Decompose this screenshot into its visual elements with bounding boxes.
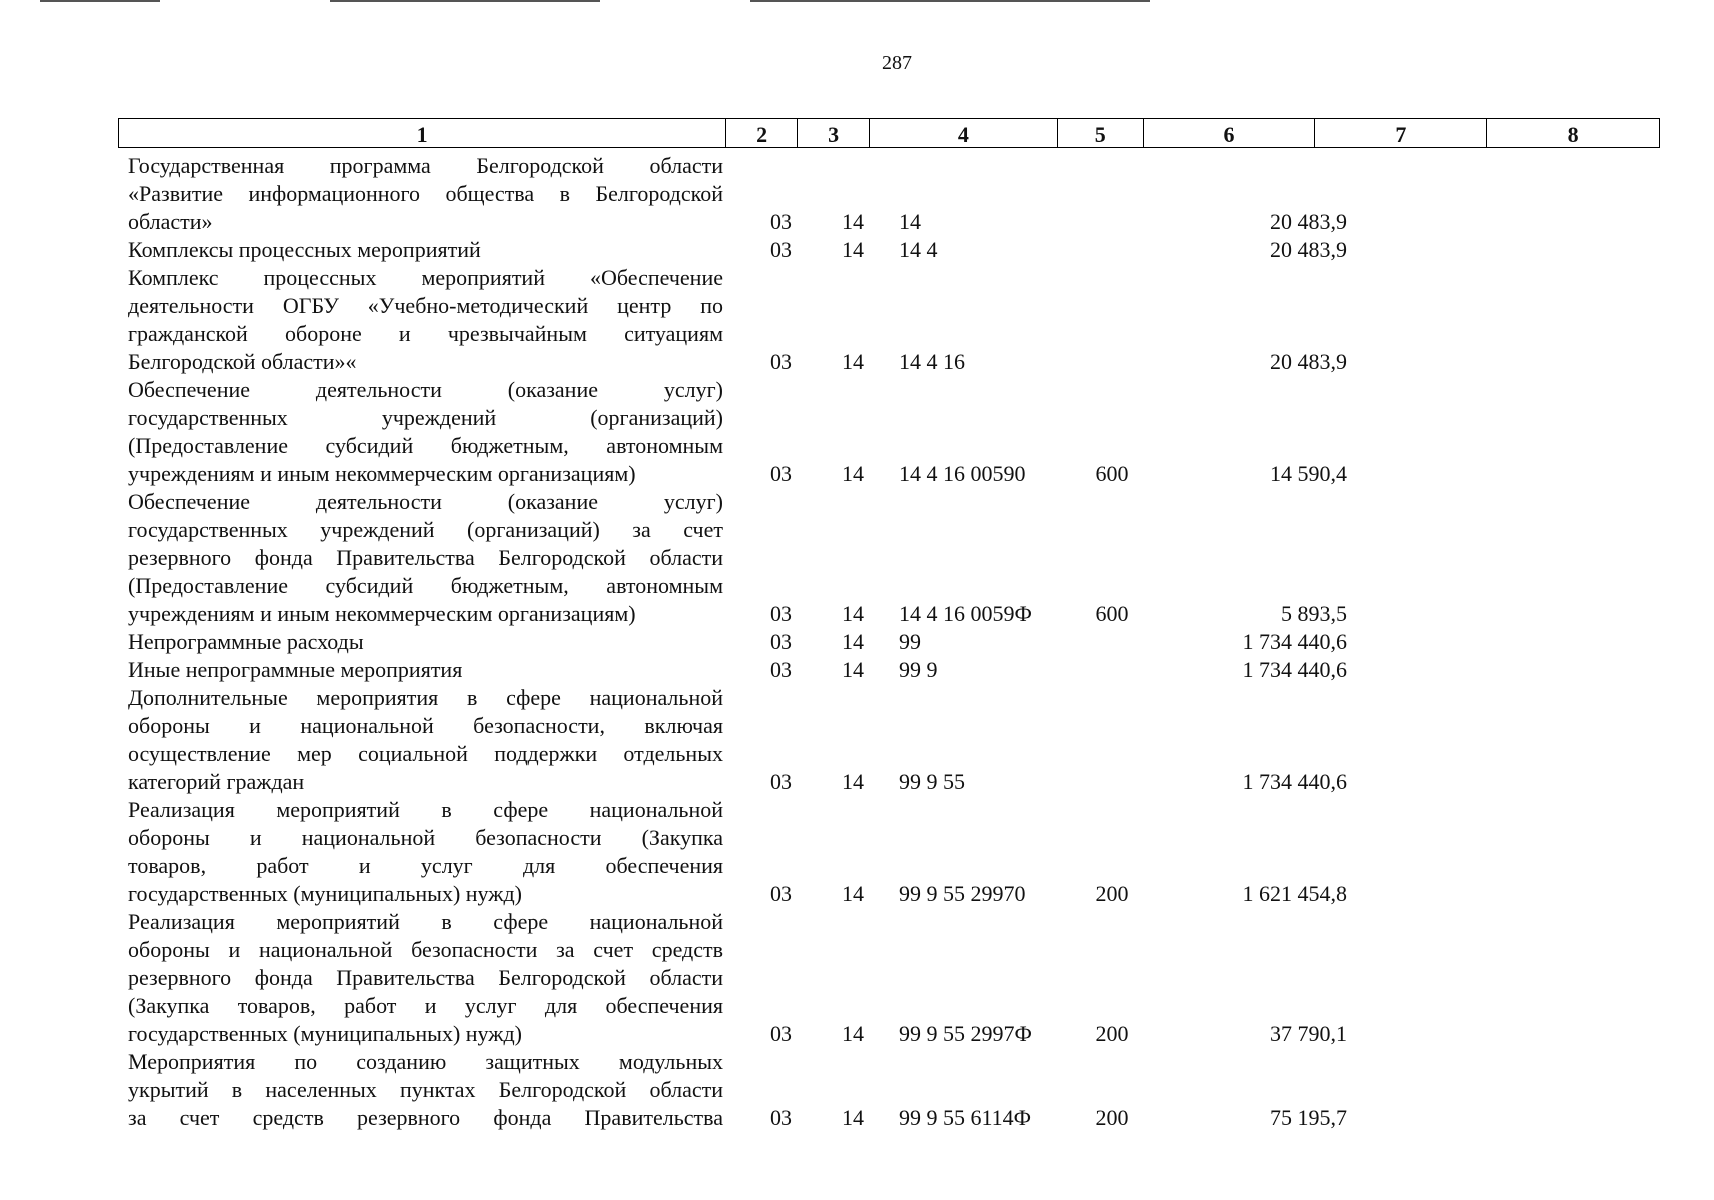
subsection-code: 14 [842, 1021, 864, 1046]
target-article-code: 99 9 55 2997Ф [899, 1021, 1032, 1046]
subsection-code: 14 [842, 349, 864, 374]
description-line: Непрограммные расходы [128, 629, 364, 654]
table-row [118, 152, 1678, 236]
subsection-code: 14 [842, 209, 864, 234]
description-line: деятельности ОГБУ «Учебно-методический центр по [128, 293, 723, 318]
description-line: Комплексы процессных мероприятий [128, 237, 481, 262]
description-line: категорий граждан [128, 769, 305, 794]
target-article-code: 99 9 [899, 657, 938, 682]
description-line: за счет средств резервного фонда Правительства [128, 1105, 723, 1130]
table-body [118, 152, 1678, 1132]
header-col-7: 7 [1315, 119, 1487, 147]
description-line: «Развитие информационного общества в Белгородской [128, 181, 723, 206]
subsection-code: 14 [842, 657, 864, 682]
subsection-code: 14 [842, 601, 864, 626]
scan-edge-line [750, 0, 1150, 2]
amount-value: 20 483,9 [1270, 349, 1347, 374]
description-line: Реализация мероприятий в сфере национальной [128, 797, 723, 822]
table-row [118, 628, 1678, 656]
header-col-8: 8 [1567, 122, 1579, 147]
header-col-5: 5 [1058, 119, 1144, 147]
row-description [128, 628, 723, 656]
amount-value: 1 734 440,6 [1242, 629, 1347, 654]
section-code: 03 [770, 881, 792, 906]
target-article-code: 14 4 16 [899, 349, 965, 374]
target-article-code: 99 9 55 29970 [899, 881, 1026, 906]
section-code: 03 [770, 769, 792, 794]
table-row [118, 1048, 1678, 1132]
description-line: области» [128, 209, 213, 234]
table-row [118, 684, 1678, 796]
row-description [128, 684, 723, 796]
description-line: Реализация мероприятий в сфере национальной [128, 909, 723, 934]
section-code: 03 [770, 601, 792, 626]
description-line: резервного фонда Правительства Белгородской области [128, 545, 723, 570]
target-article-code: 14 [899, 209, 921, 234]
page-number: 287 [882, 52, 912, 74]
section-code: 03 [770, 1021, 792, 1046]
table-header [118, 118, 1660, 148]
description-line: обороны и национальной безопасности за счет средств [128, 937, 723, 962]
row-description [128, 236, 723, 264]
row-description [128, 656, 723, 684]
section-code: 03 [770, 657, 792, 682]
description-line: Дополнительные мероприятия в сфере национальной [128, 685, 723, 710]
amount-value: 20 483,9 [1270, 237, 1347, 262]
table-row [118, 656, 1678, 684]
subsection-code: 14 [842, 461, 864, 486]
header-col-1: 1 [119, 119, 726, 147]
table-row [118, 796, 1678, 908]
expense-type-code: 600 [1095, 461, 1129, 486]
amount-value: 1 734 440,6 [1242, 769, 1347, 794]
description-line: (Закупка товаров, работ и услуг для обеспечения [128, 993, 723, 1018]
description-line: Иные непрограммные мероприятия [128, 657, 463, 682]
description-line: Обеспечение деятельности (оказание услуг) [128, 489, 723, 514]
description-line: Комплекс процессных мероприятий «Обеспечение [128, 265, 723, 290]
table-row [118, 488, 1678, 628]
row-description [128, 488, 723, 628]
section-code: 03 [770, 1105, 792, 1130]
header-col-4: 4 [870, 119, 1058, 147]
section-code: 03 [770, 629, 792, 654]
expense-type-code: 200 [1095, 881, 1129, 906]
description-line: товаров, работ и услуг для обеспечения [128, 853, 723, 878]
description-line: (Предоставление субсидий бюджетным, автономным [128, 433, 723, 458]
scan-edge-line [40, 0, 160, 2]
subsection-code: 14 [842, 769, 864, 794]
target-article-code: 14 4 [899, 237, 938, 262]
table-row [118, 908, 1678, 1048]
subsection-code: 14 [842, 629, 864, 654]
section-code: 03 [770, 349, 792, 374]
section-code: 03 [770, 237, 792, 262]
section-code: 03 [770, 461, 792, 486]
expense-type-code: 200 [1095, 1105, 1129, 1130]
table-row [118, 376, 1678, 488]
target-article-code: 99 [899, 629, 921, 654]
amount-value: 14 590,4 [1270, 461, 1347, 486]
expense-type-code: 200 [1095, 1021, 1129, 1046]
description-line: осуществление мер социальной поддержки отдельных [128, 741, 723, 766]
subsection-code: 14 [842, 1105, 864, 1130]
target-article-code: 99 9 55 [899, 769, 965, 794]
description-line: учреждениям и иным некоммерческим организациям) [128, 601, 636, 626]
row-description [128, 264, 723, 376]
description-line: Мероприятия по созданию защитных модульных [128, 1049, 723, 1074]
target-article-code: 14 4 16 00590 [899, 461, 1026, 486]
header-col-3: 3 [798, 119, 870, 147]
header-col-6: 6 [1144, 119, 1316, 147]
amount-value: 37 790,1 [1270, 1021, 1347, 1046]
target-article-code: 99 9 55 6114Ф [899, 1105, 1032, 1130]
row-description [128, 796, 723, 908]
amount-value: 1 621 454,8 [1242, 881, 1347, 906]
scan-edge-line [330, 0, 600, 2]
description-line: резервного фонда Правительства Белгородской области [128, 965, 723, 990]
description-line: государственных учреждений (организаций) [128, 405, 723, 430]
description-line: учреждениям и иным некоммерческим организациям) [128, 461, 636, 486]
row-description [128, 1048, 723, 1132]
subsection-code: 14 [842, 237, 864, 262]
description-line: государственных (муниципальных) нужд) [128, 881, 522, 906]
row-description [128, 908, 723, 1048]
description-line: обороны и национальной безопасности (Закупка [128, 825, 723, 850]
description-line: Обеспечение деятельности (оказание услуг) [128, 377, 723, 402]
row-description [128, 376, 723, 488]
description-line: Белгородской области»« [128, 349, 357, 374]
expense-type-code: 600 [1095, 601, 1129, 626]
amount-value: 20 483,9 [1270, 209, 1347, 234]
description-line: (Предоставление субсидий бюджетным, автономным [128, 573, 723, 598]
section-code: 03 [770, 209, 792, 234]
amount-value: 75 195,7 [1270, 1105, 1347, 1130]
description-line: гражданской обороне и чрезвычайным ситуациям [128, 321, 723, 346]
header-col-2: 2 [726, 119, 798, 147]
description-line: обороны и национальной безопасности, включая [128, 713, 723, 738]
description-line: государственных учреждений (организаций) за счет [128, 517, 723, 542]
description-line: государственных (муниципальных) нужд) [128, 1021, 522, 1046]
description-line: укрытий в населенных пунктах Белгородской области [128, 1077, 723, 1102]
row-description [128, 152, 723, 236]
table-row [118, 264, 1678, 376]
description-line: Государственная программа Белгородской области [128, 153, 723, 178]
table-row [118, 236, 1678, 264]
amount-value: 1 734 440,6 [1242, 657, 1347, 682]
subsection-code: 14 [842, 881, 864, 906]
target-article-code: 14 4 16 0059Ф [899, 601, 1032, 626]
amount-value: 5 893,5 [1281, 601, 1347, 626]
